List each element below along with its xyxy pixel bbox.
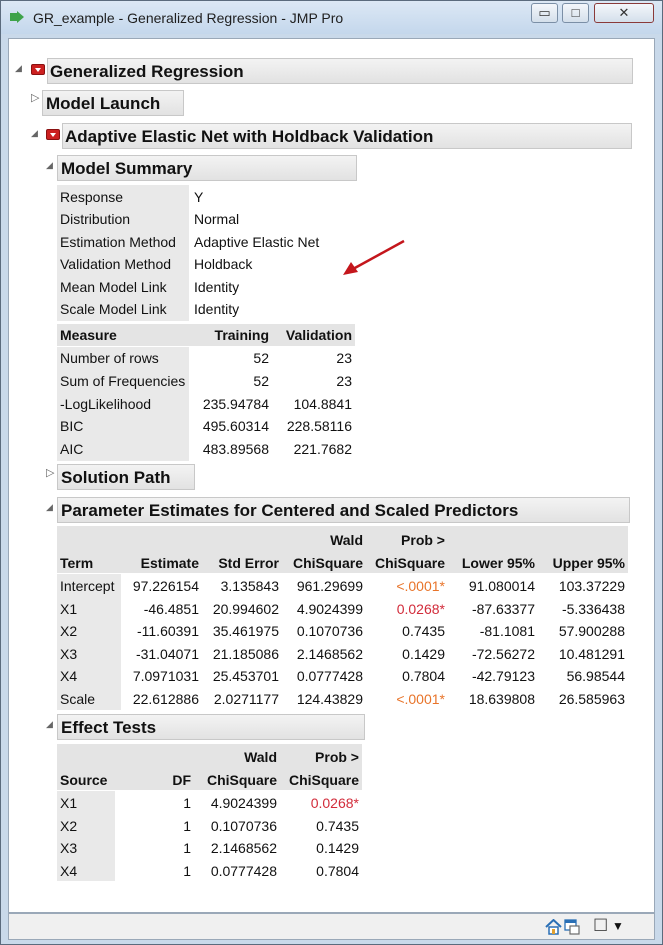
measure-value: 221.7682 <box>293 441 352 457</box>
outline-title: Model Launch <box>46 94 161 113</box>
outline-title: Model Summary <box>61 159 193 178</box>
param-term: Intercept <box>60 578 115 594</box>
param-pvalue: <.0001* <box>396 691 445 707</box>
column-header: Lower 95% <box>461 555 535 571</box>
param-value: -46.4851 <box>143 601 199 617</box>
param-value: 97.226154 <box>132 578 199 594</box>
collapse-triangle-icon[interactable]: ◢ <box>15 63 22 73</box>
column-header: Measure <box>60 327 117 343</box>
outline-header-parameter-estimates[interactable] <box>57 497 630 523</box>
param-pvalue: 0.1429 <box>402 646 445 662</box>
outline-header-solution-path[interactable] <box>57 464 195 490</box>
param-value: 124.43829 <box>296 691 363 707</box>
param-value: -81.1081 <box>479 623 535 639</box>
column-header: Wald <box>244 749 277 765</box>
column-header: Prob > <box>401 532 445 548</box>
measure-value: 483.89568 <box>202 441 269 457</box>
effect-value: 1 <box>183 840 191 856</box>
param-value: -31.04071 <box>135 646 199 662</box>
param-value: 18.639808 <box>468 691 535 707</box>
param-term: X2 <box>60 623 78 639</box>
expand-triangle-icon[interactable]: ▷ <box>46 467 55 479</box>
chevron-down-icon[interactable]: ▼ <box>612 919 624 933</box>
effect-pvalue: 0.1429 <box>316 840 359 856</box>
outline-title: Adaptive Elastic Net with Holdback Validation <box>65 127 434 146</box>
measure-label: BIC <box>60 418 84 434</box>
effect-source: X4 <box>60 863 78 879</box>
param-value: 10.481291 <box>558 646 625 662</box>
param-value: 0.1070736 <box>296 623 363 639</box>
effect-source: X1 <box>60 795 78 811</box>
window-list-icon[interactable] <box>564 919 580 935</box>
measure-value: 52 <box>253 350 269 366</box>
collapse-triangle-icon[interactable]: ◢ <box>31 128 38 138</box>
param-term: X3 <box>60 646 78 662</box>
param-pvalue: <.0001* <box>396 578 445 594</box>
effect-pvalue: 0.7804 <box>316 863 359 879</box>
summary-label: Estimation Method <box>60 234 176 250</box>
column-header: Term <box>60 555 94 571</box>
effect-source: X3 <box>60 840 78 856</box>
column-header: Source <box>60 772 108 788</box>
measure-label: AIC <box>60 441 84 457</box>
summary-label: Validation Method <box>60 256 172 272</box>
outline-title: Generalized Regression <box>50 62 244 81</box>
effect-pvalue: 0.7435 <box>316 818 359 834</box>
summary-label: Scale Model Link <box>60 301 167 317</box>
param-value: 21.185086 <box>212 646 279 662</box>
param-value: 91.080014 <box>468 578 535 594</box>
measure-label: -LogLikelihood <box>60 396 152 412</box>
column-header: ChiSquare <box>292 555 363 571</box>
param-value: 22.612886 <box>132 691 199 707</box>
column-header: Prob > <box>315 749 359 765</box>
param-value: 20.994602 <box>212 601 279 617</box>
summary-label: Distribution <box>60 211 131 227</box>
summary-value: Holdback <box>194 256 253 272</box>
effect-value: 1 <box>183 818 191 834</box>
expand-triangle-icon[interactable]: ▷ <box>31 92 40 104</box>
summary-value: Normal <box>194 211 240 227</box>
collapse-triangle-icon[interactable]: ◢ <box>46 719 53 729</box>
param-pvalue: 0.7435 <box>402 623 445 639</box>
summary-label: Mean Model Link <box>60 279 167 295</box>
status-bar <box>8 913 655 940</box>
measure-value: 228.58116 <box>286 418 352 434</box>
summary-label: Response <box>60 189 124 205</box>
param-term: X1 <box>60 601 78 617</box>
outline-title: Solution Path <box>61 468 171 487</box>
outline-header-effect-tests[interactable] <box>57 714 365 740</box>
outline-header-generalized-regression[interactable] <box>47 58 633 84</box>
column-header: ChiSquare <box>206 772 277 788</box>
param-value: 25.453701 <box>212 668 279 684</box>
close-button[interactable] <box>594 3 654 23</box>
measure-value: 23 <box>336 373 352 389</box>
outline-title: Effect Tests <box>61 718 157 737</box>
collapse-triangle-icon[interactable]: ◢ <box>46 502 53 512</box>
measure-value: 104.8841 <box>293 396 352 412</box>
minimize-button[interactable] <box>531 3 558 23</box>
column-header: DF <box>172 772 191 788</box>
effect-value: 0.1070736 <box>210 818 277 834</box>
param-value: 56.98544 <box>566 668 625 684</box>
param-value: 4.9024399 <box>296 601 363 617</box>
effect-source: X2 <box>60 818 78 834</box>
annotation-arrow-icon <box>339 237 409 281</box>
column-header: Validation <box>285 327 352 343</box>
summary-value: Y <box>194 189 204 205</box>
column-header: Estimate <box>140 555 199 571</box>
red-triangle-menu-button[interactable] <box>31 64 45 75</box>
report-area <box>8 38 655 913</box>
param-value: 3.135843 <box>220 578 279 594</box>
column-header: Upper 95% <box>552 555 625 571</box>
param-value: -11.60391 <box>136 623 199 639</box>
summary-value: Adaptive Elastic Net <box>194 234 320 250</box>
param-value: 26.585963 <box>558 691 625 707</box>
summary-value: Identity <box>194 279 240 295</box>
param-value: 961.29699 <box>296 578 363 594</box>
param-value: 2.1468562 <box>296 646 363 662</box>
column-header: Wald <box>330 532 363 548</box>
param-value: -42.79123 <box>471 668 535 684</box>
checkbox-icon[interactable]: ☐ <box>593 916 609 935</box>
param-pvalue: 0.0268* <box>396 601 445 617</box>
param-value: -72.56272 <box>471 646 535 662</box>
param-value: 0.0777428 <box>296 668 363 684</box>
measure-value: 235.94784 <box>202 396 269 412</box>
param-value: 57.900288 <box>558 623 625 639</box>
collapse-triangle-icon[interactable]: ◢ <box>46 160 53 170</box>
outline-title: Parameter Estimates for Centered and Scaled Predictors <box>61 501 519 520</box>
outline-header-model-launch[interactable] <box>42 90 184 116</box>
param-value: 2.0271177 <box>213 691 279 707</box>
effect-pvalue: 0.0268* <box>310 795 359 811</box>
outline-header-adaptive-elastic-net[interactable] <box>62 123 632 149</box>
summary-value: Identity <box>194 301 240 317</box>
column-header: Std Error <box>218 555 279 571</box>
measure-label: Sum of Frequencies <box>60 373 186 389</box>
outline-header-model-summary[interactable] <box>57 155 357 181</box>
red-triangle-menu-button[interactable] <box>46 129 60 140</box>
column-header: Training <box>214 327 269 343</box>
param-value: 35.461975 <box>212 623 279 639</box>
measure-value: 52 <box>253 373 269 389</box>
param-term: X4 <box>60 668 78 684</box>
home-icon[interactable] <box>545 919 562 935</box>
column-header: ChiSquare <box>288 772 359 788</box>
maximize-button[interactable] <box>562 3 589 23</box>
jmp-app-icon <box>9 10 25 24</box>
param-value: -87.63377 <box>471 601 535 617</box>
measure-value: 495.60314 <box>202 418 269 434</box>
window-title: GR_example - Generalized Regression - JMP Pro <box>33 10 344 26</box>
param-value: 103.37229 <box>558 578 625 594</box>
effect-value: 1 <box>183 863 191 879</box>
title-bar[interactable] <box>1 1 662 34</box>
measure-value: 23 <box>336 350 352 366</box>
param-value: -5.336438 <box>561 601 625 617</box>
effect-value: 4.9024399 <box>210 795 277 811</box>
maximize-icon: □ <box>571 5 580 20</box>
effect-value: 2.1468562 <box>210 840 277 856</box>
param-value: 7.0971031 <box>132 668 199 684</box>
effect-value: 0.0777428 <box>210 863 277 879</box>
effect-value: 1 <box>183 795 191 811</box>
param-pvalue: 0.7804 <box>402 668 445 684</box>
column-header: ChiSquare <box>374 555 445 571</box>
param-term: Scale <box>60 691 96 707</box>
measure-label: Number of rows <box>60 350 159 366</box>
close-icon: ✕ <box>618 5 630 20</box>
minimize-icon: ▭ <box>538 5 551 20</box>
